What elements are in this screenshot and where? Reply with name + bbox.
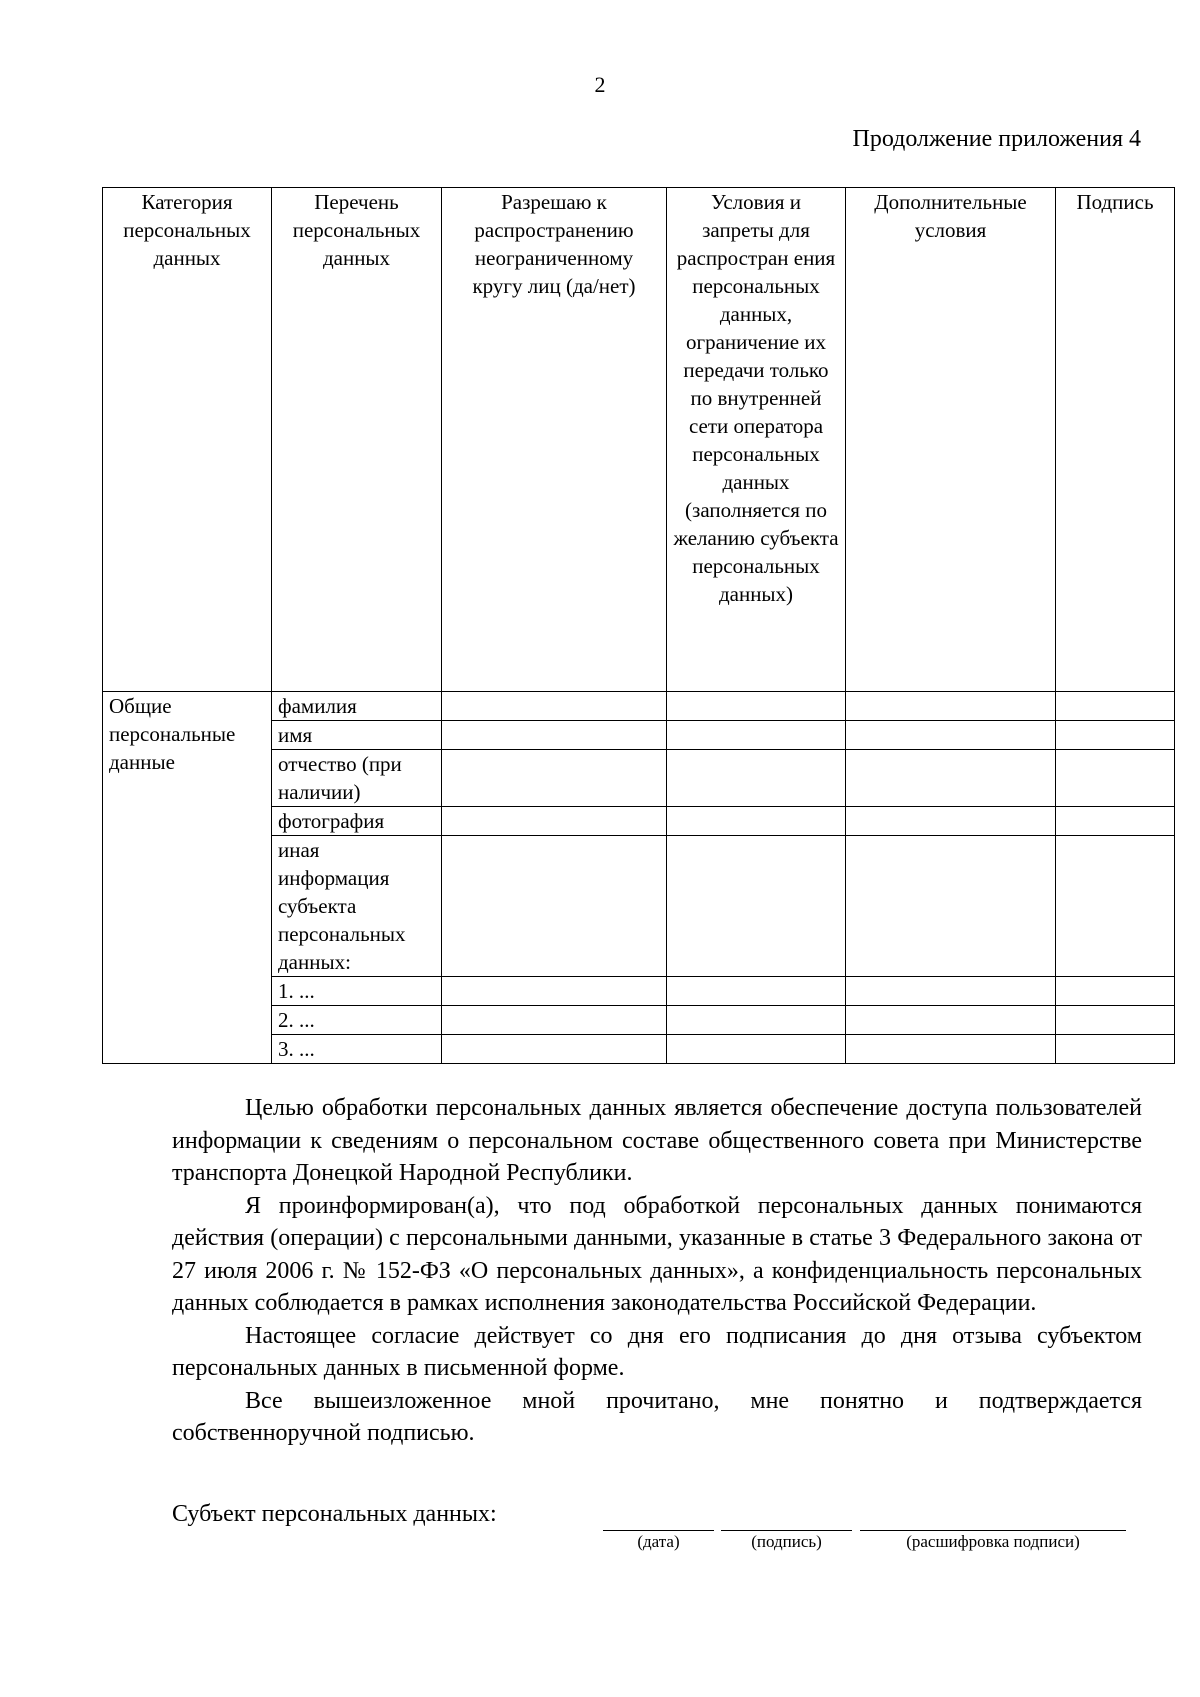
header-list: Перечень персональных данных (272, 188, 442, 692)
header-conditions: Условия и запреты для распростран ения персональных данных, ограничение их передачи только по внутренней сети оператора персональных данных (заполняется по желанию субъекта персональных данных) (667, 188, 846, 692)
page-number: 2 (594, 72, 606, 97)
permission-cell[interactable] (442, 1035, 667, 1064)
additional-cell[interactable] (846, 1035, 1056, 1064)
name-decoding-caption: (расшифровка подписи) (906, 1532, 1080, 1551)
signature-caption: (подпись) (751, 1532, 822, 1551)
conditions-cell[interactable] (667, 1006, 846, 1035)
informed-paragraph: Я проинформирован(а), что под обработкой персональных данных понимаются действия (операции) с персональными данными, указанные в статье 3 Федерального закона от 27 июля 2006 г. № 152-ФЗ «О персональных данных», а конфиденциальность персональных данных соблюдается в рамках исполнения законодательства Российской Федерации. (172, 1192, 1142, 1316)
additional-cell[interactable] (846, 977, 1056, 1006)
item-other-info: иная информация субъекта персональных данных: (272, 836, 442, 977)
item-patronymic: отчество (при наличии) (272, 750, 442, 807)
permission-cell[interactable] (442, 836, 667, 977)
conditions-cell[interactable] (667, 977, 846, 1006)
category-cell: Общие персональные данные (103, 692, 272, 1064)
consent-table (102, 187, 1175, 1064)
permission-cell[interactable] (442, 750, 667, 807)
signature-cell[interactable] (1056, 1035, 1175, 1064)
signature-cell[interactable] (1056, 692, 1175, 721)
acknowledgement-paragraph: Все вышеизложенное мной прочитано, мне понятно и подтверждается собственноручной подписью. (172, 1387, 1142, 1446)
permission-cell[interactable] (442, 692, 667, 721)
item-surname: фамилия (272, 692, 442, 721)
header-additional: Дополнительные условия (846, 188, 1056, 692)
date-caption: (дата) (637, 1532, 680, 1551)
item-extra-1: 1. ... (272, 977, 442, 1006)
header-permission: Разрешаю к распространению неограниченному кругу лиц (да/нет) (442, 188, 667, 692)
signature-cell[interactable] (1056, 750, 1175, 807)
signature-cell[interactable] (1056, 1006, 1175, 1035)
signature-cell[interactable] (1056, 721, 1175, 750)
item-extra-3: 3. ... (272, 1035, 442, 1064)
signature-cell[interactable] (1056, 807, 1175, 836)
item-extra-2: 2. ... (272, 1006, 442, 1035)
consent-body-text (172, 1092, 1142, 1450)
additional-cell[interactable] (846, 1006, 1056, 1035)
date-field[interactable] (603, 1530, 714, 1552)
header-signature: Подпись (1056, 188, 1175, 692)
additional-cell[interactable] (846, 750, 1056, 807)
header-category: Категория персональных данных (103, 188, 272, 692)
conditions-cell[interactable] (667, 836, 846, 977)
conditions-cell[interactable] (667, 1035, 846, 1064)
validity-paragraph: Настоящее согласие действует со дня его подписания до дня отзыва субъектом персональных данных в письменной форме. (172, 1322, 1142, 1381)
permission-cell[interactable] (442, 1006, 667, 1035)
item-photo: фотография (272, 807, 442, 836)
purpose-paragraph: Целью обработки персональных данных является обеспечение доступа пользователей информации к сведениям о персональном составе общественного совета при Министерстве транспорта Донецкой Народной Республики. (172, 1095, 1142, 1186)
additional-cell[interactable] (846, 721, 1056, 750)
signature-cell[interactable] (1056, 836, 1175, 977)
permission-cell[interactable] (442, 807, 667, 836)
additional-cell[interactable] (846, 836, 1056, 977)
additional-cell[interactable] (846, 807, 1056, 836)
name-decoding-field[interactable] (860, 1530, 1126, 1552)
conditions-cell[interactable] (667, 692, 846, 721)
signature-cell[interactable] (1056, 977, 1175, 1006)
conditions-cell[interactable] (667, 807, 846, 836)
conditions-cell[interactable] (667, 750, 846, 807)
appendix-heading: Продолжение приложения 4 (852, 126, 1141, 152)
conditions-cell[interactable] (667, 721, 846, 750)
permission-cell[interactable] (442, 721, 667, 750)
additional-cell[interactable] (846, 692, 1056, 721)
table-header-row (103, 188, 1175, 692)
item-name: имя (272, 721, 442, 750)
signature-field[interactable] (721, 1530, 852, 1552)
table-row (103, 692, 1175, 721)
subject-label: Субъект персональных данных: (172, 1501, 497, 1527)
permission-cell[interactable] (442, 977, 667, 1006)
